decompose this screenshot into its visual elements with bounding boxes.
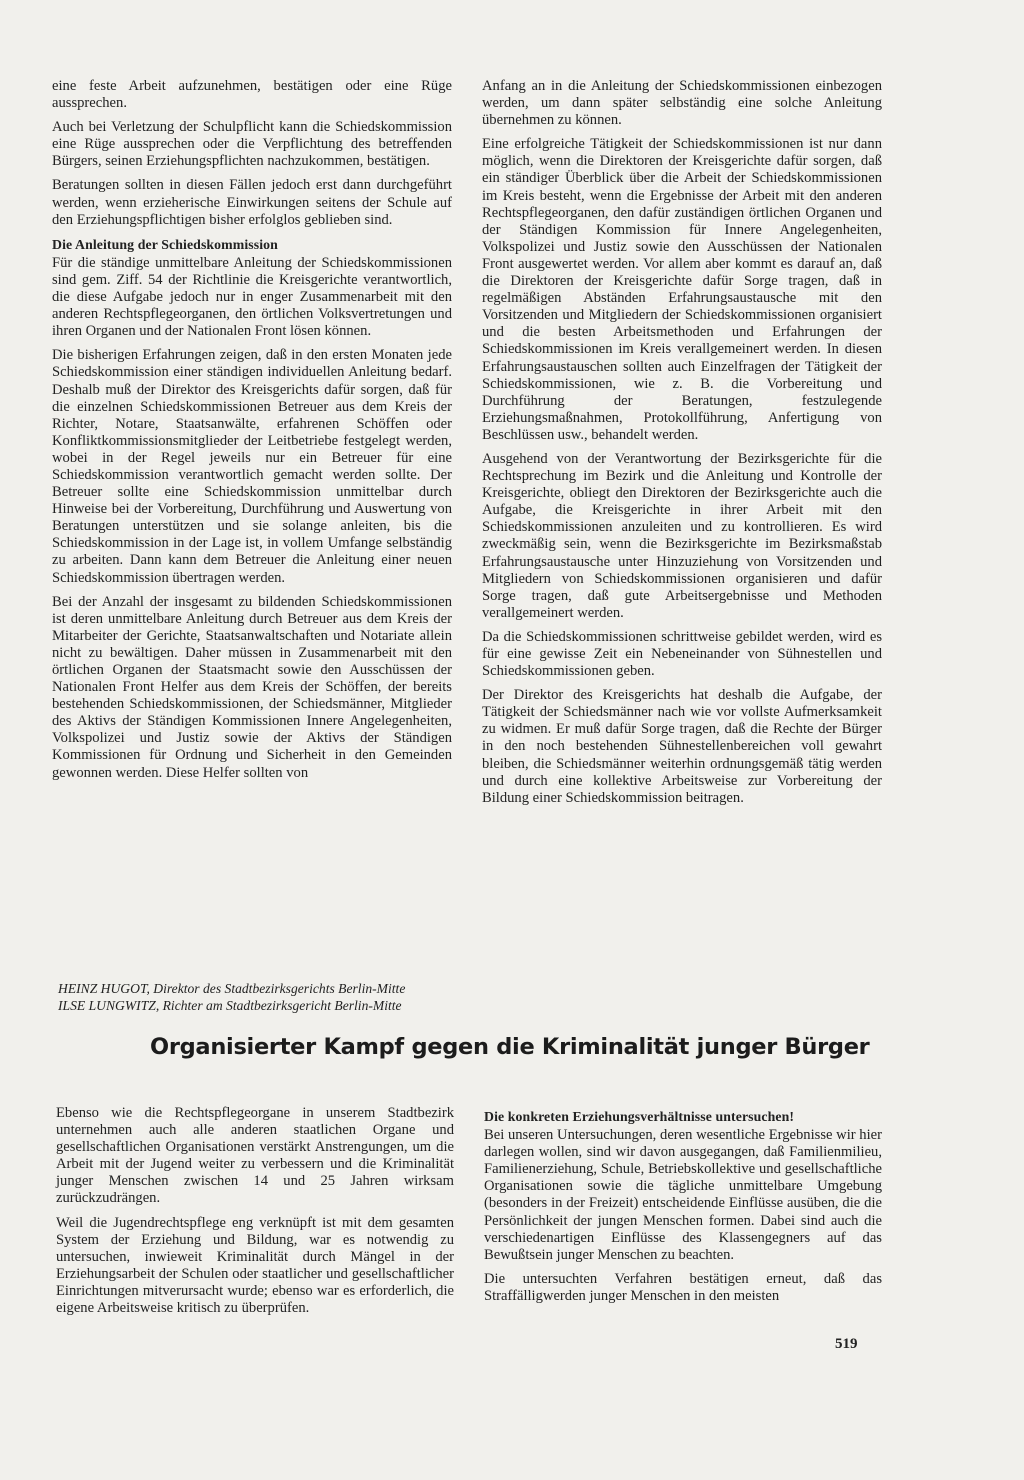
paragraph: Ausgehend von der Verantwortung der Bezirksgerichte für die Rechtsprechung im Bezirk und die Anleitung und Kontrolle der Kreisgerichte, obliegt den Direktoren der Bezirksgerichte auch die Aufgabe, die Kreisgerichte in ihrer Arbeit mit den Schiedskommissionen anzuleiten und zu kontrollieren. Es wird zweckmäßig sein, wenn die Bezirksgerichte im Bezirksmaßstab Erfahrungsaustausche unter Hinzuziehung von Vorsitzenden und Mitgliedern von Schiedskommissionen organisieren und dafür Sorge tragen, daß gute Arbeitsergebnisse und Methoden verallgemeinert werden. [482,450,882,621]
author-line: HEINZ HUGOT, Direktor des Stadtbezirksgerichts Berlin-Mitte [58,981,406,996]
article-title: Organisierter Kampf gegen die Kriminalität junger Bürger [150,1034,870,1060]
paragraph: Beratungen sollten in diesen Fällen jedoch erst dann durchgeführt werden, wenn erzieherische Einwirkungen seitens der Schule auf den Erziehungspflichtigen bisher erfolglos geblieben sind. [52,177,452,228]
paragraph: Die bisherigen Erfahrungen zeigen, daß in den ersten Monaten jede Schiedskommission einer ständigen individuellen Anleitung bedarf. Deshalb muß der Direktor des Kreisgerichts dafür sorgen, daß für die einzelnen Schiedskommissionen Betreuer aus dem Kreis der Richter, Notare, Staatsanwälte, erfahrenen Schöffen oder Konfliktkommissionsmitglieder der Leitbetriebe festgelegt werden, wobei in der Regel jeweils nur ein Betreuer für eine Schiedskommission verantwortlich gemacht werden sollte. Der Betreuer sollte eine Schiedskommission unmittelbar durch Hinweise bei der Vorbereitung, Durchführung und Auswertung von Beratungen unterstützen und sie solange anleiten, bis die Schiedskommission in der Lage ist, in vollem Umfange selbständig zu arbeiten. Dann kann dem Betreuer die Anleitung einer neuen Schiedskommission übertragen werden. [52,347,452,586]
paragraph: Für die ständige unmittelbare Anleitung der Schiedskommissionen sind gem. Ziff. 54 der Richtlinie die Kreisgerichte verantwortlich, die diese Aufgabe jedoch nur in enger Zusammenarbeit mit den anderen Rechtspflegeorganen, den örtlichen Volksvertretungen und ihren Organen und der Nationalen Front lösen können. [52,254,452,340]
section-heading: Die Anleitung der Schiedskommission [52,236,278,252]
paragraph: Auch bei Verletzung der Schulpflicht kann die Schiedskommission eine Rüge aussprechen oder die Verpflichtung des betreffenden Bürgers, seinen Erziehungspflichten nachzukommen, bestätigen. [52,119,452,170]
page-number: 519 [835,1336,858,1352]
left-column-top [52,78,452,789]
paragraph: Eine erfolgreiche Tätigkeit der Schiedskommissionen ist nur dann möglich, wenn die Direktoren der Kreisgerichte dafür sorgen, daß ein ständiger Überblick über die Arbeit der Schiedskommissionen im Kreis besteht, wenn die Ergebnisse der Arbeit mit den anderen Rechtspflegeorganen, den dafür zuständigen örtlichen Organen und der Ständigen Kommission für Innere Angelegenheiten, Volkspolizei und Justiz sowie den Ausschüssen der Nationalen Front ausgewertet werden. Vor allem aber kommt es darauf an, daß die Direktoren der Kreisgerichte dafür Sorge tragen, daß in regelmäßigen Abständen Erfahrungsaustausche mit den Vorsitzenden und Mitgliedern der Schiedskommissionen organisiert und die besten Arbeitsmethoden und Erfahrungen der Schiedskommissionen im Kreis verallgemeinert werden. In diesen Erfahrungsaustauschen sollten auch Einzelfragen der Tätigkeit der Schiedskommissionen, wie z. B. die Vorbereitung und Durchführung der Beratungen, festzulegende Erziehungsmaßnahmen, Protokollführung, Anfertigung von Beschlüssen usw., behandelt werden. [482,136,882,443]
paragraph: Weil die Jugendrechtspflege eng verknüpft ist mit dem gesamten System der Erziehung und Bildung, war es notwendig zu untersuchen, inwieweit Kriminalität durch Mängel in der Erziehungsarbeit der Schulen oder staatlicher und gesellschaftlicher Einrichtungen mitverursacht wurde; ebenso war es erforderlich, die eigene Arbeitsweise kritisch zu überprüfen. [56,1214,454,1317]
article-authors [58,980,758,1014]
paragraph: Der Direktor des Kreisgerichts hat deshalb die Aufgabe, der Tätigkeit der Schiedsmänner nach wie vor vollste Aufmerksamkeit zu widmen. Er muß dafür Sorge tragen, daß die Rechte der Bürger in den noch bestehenden Sühnestellenbereichen voll gewahrt bleiben, die Schiedsmänner weiterhin ordnungsgemäß tätig werden und durch eine kollektive Arbeitsweise zur Vorbereitung der Bildung einer Schiedskommission beitragen. [482,687,882,806]
author-line: ILSE LUNGWITZ, Richter am Stadtbezirksgericht Berlin-Mitte [58,998,402,1013]
left-column-bottom [56,1105,454,1324]
paragraph: Ebenso wie die Rechtspflegeorgane in unserem Stadtbezirk unternehmen auch alle anderen staatlichen Organe und gesellschaftlichen Organisationen verstärkt Anstrengungen, um die Arbeit mit der Jugend weiter zu verbessern und die Kriminalität junger Menschen zwischen 14 und 25 Jahren wirksam zurückzudrängen. [56,1105,454,1207]
right-column-top [482,78,882,814]
paragraph: Bei der Anzahl der insgesamt zu bildenden Schiedskommissionen ist deren unmittelbare Anleitung durch Betreuer aus dem Kreis der Mitarbeiter der Gerichte, Staatsanwaltschaften und Notariate allein nicht zu bewältigen. Daher müssen in Zusammenarbeit mit den örtlichen Organen der Staatsmacht sowie den Ausschüssen der Nationalen Front Helfer aus dem Kreis der Schöffen, der bereits bestehenden Schiedskommissionen, der Schiedsmänner, Mitglieder des Aktivs der Ständigen Kommissionen Innere Angelegenheiten, Volkspolizei und Justiz sowie der Aktivs der Ständigen Kommissionen für Ordnung und Sicherheit in den Gemeinden gewonnen werden. Diese Helfer sollten von [52,593,452,781]
paragraph: eine feste Arbeit aufzunehmen, bestätigen oder eine Rüge aussprechen. [52,78,452,112]
paragraph: Da die Schiedskommissionen schrittweise gebildet werden, wird es für eine gewisse Zeit ein Nebeneinander von Sühnestellen und Schiedskommissionen geben. [482,628,882,680]
paragraph: Bei unseren Untersuchungen, deren wesentliche Ergebnisse wir hier darlegen wollen, sind wir davon ausgegangen, daß Familienmilieu, Familienerziehung, Schule, Betriebskollektive und gesellschaftliche Organisationen sowie die tägliche unmittelbare Umgebung (besonders in der Freizeit) entscheidende Einflüsse ausüben, die die Persönlichkeit der jungen Menschen formen. Dabei sind auch die verschiedenartigen Einflüsse des Klassengegners auf das Bewußtsein junger Menschen zu beachten. [484,1127,882,1263]
paragraph: Die untersuchten Verfahren bestätigen erneut, daß das Straffälligwerden junger Menschen in den meisten [484,1270,882,1304]
right-column-bottom [484,1104,882,1312]
paragraph: Anfang an in die Anleitung der Schiedskommissionen einbezogen werden, um dann später selbständig eine solche Anleitung übernehmen zu können. [482,78,882,129]
section-heading: Die konkreten Erziehungsverhältnisse untersuchen! [484,1109,795,1124]
